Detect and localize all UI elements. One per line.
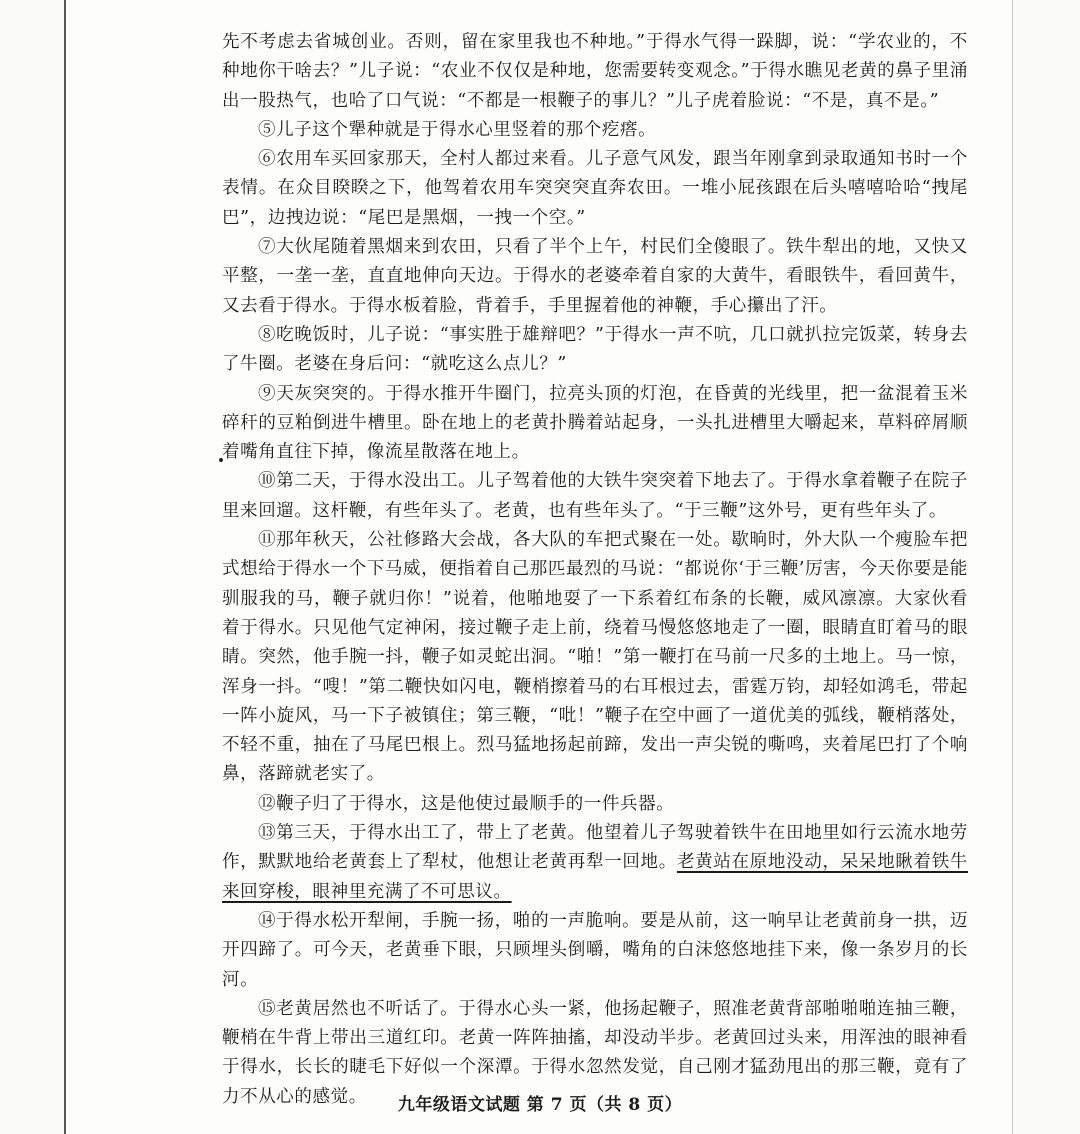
paragraph-8: ⑧吃晚饭时，儿子说：“事实胜于雄辩吧？”于得水一声不吭，几口就扒拉完饭菜，转身去了牛圈。老婆在身后问：“就吃这么点儿？” — [222, 324, 968, 375]
paragraph-10: ⑩第二天，于得水没出工。儿子驾着他的大铁牛突突着下地去了。于得水拿着鞭子在院子里来回遛。这杆鞭，有些年头了。老黄，也有些年头了。“于三鞭”这外号，更有些年头了。 — [222, 471, 968, 521]
paragraph-15: ⑮老黄居然也不听话了。于得水心头一紧，他扬起鞭子，照准老黄背部啪啪啪连抽三鞭，鞭梢在牛背上带出三道红印。老黄一阵阵抽搐，却没动半步。老黄回过头来，用浑浊的眼神看于得水，长长的睫毛下好似一个深潭。于得水忽然发觉，自己刚才猛劲甩出的那三鞭，竟有了力不从心的感觉。 — [222, 998, 968, 1107]
paragraph-13 — [222, 819, 968, 907]
paragraph-5: ⑤儿子这个犟种就是于得水心里竖着的那个疙瘩。 — [258, 119, 657, 140]
paragraph-6: ⑥农用车买回家那天，全村人都过来看。儿子意气风发，跟当年刚拿到录取通知书时一个表情。在众目睽睽之下，他驾着农用车突突突直奔农田。一堆小屁孩跟在后头嘻嘻哈哈“拽尾巴”，边拽边说：“尾巴是黑烟，一拽一个空。” — [222, 149, 968, 228]
paragraph-12: ⑫鞭子归了于得水，这是他使过最顺手的一件兵器。 — [258, 793, 675, 814]
paragraph-13-text: ⑬第三天，于得水出工了，带上了老黄。他望着儿子驾驶着铁牛在田地里如行云流水地劳作，默默地给老黄套上了犁杖，他想让老黄再犁一回地。 — [222, 823, 968, 873]
page-right-edge — [1012, 0, 1013, 1134]
underlined-sentence: 老黄站在原地没动，呆呆地瞅着铁牛来回穿梭，眼神里充满了不可思议。 — [222, 852, 968, 902]
paragraph-14: ⑭于得水松开犁闸，手腕一扬，啪的一声脆响。要是从前，这一响早让老黄前身一拱，迈开四蹄了。可今天，老黄垂下眼，只顾埋头倒嚼，嘴角的白沫悠悠地挂下来，像一条岁月的长河。 — [222, 910, 968, 990]
paragraph-9: ⑨天灰突突的。于得水推开牛圈门，拉亮头顶的灯泡，在昏黄的光线里，把一盆混着玉米碎秆的豆粕倒进牛槽里。卧在地上的老黄扑腾着站起身，一头扎进槽里大嚼起来，草料碎屑顺着嘴角直往下掉，像流星散落在地上。 — [222, 383, 968, 463]
passage-text — [222, 28, 968, 1112]
page-footer: 九年级语文试题 第 7 页（共 8 页） — [397, 1095, 683, 1115]
paragraph-7: ⑦大伙尾随着黑烟来到农田，只看了半个上午，村民们全傻眼了。铁牛犁出的地，又快又平整，一垄一垄，直直地伸向天边。于得水的老婆牵着自家的大黄牛，看眼铁牛，看回黄牛，又去看于得水。于得水板着脸，背着手，手里握着他的神鞭，手心攥出了汗。 — [222, 237, 968, 316]
paragraph-11: ⑪那年秋天，公社修路大会战，各大队的车把式聚在一处。歇晌时，外大队一个瘦脸车把式想给于得水一个下马威，便指着自己那匹最烈的马说：“都说你‘于三鞭’厉害，今天你要是能驯服我的马，鞭子就归你！”说着，他啪地耍了一下系着红布条的长鞭，威风凛凛。大家伙看着于得水。只见他气定神闲，接过鞭子走上前，绕着马慢悠悠地走了一圈，眼睛直盯着马的眼睛。突然，他手腕一抖，鞭子如灵蛇出洞。“啪！”第一鞭打在马前一尺多的土地上。马一惊，浑身一抖。“嗖！”第二鞭快如闪电，鞭梢擦着马的右耳根过去，雷霆万钧，却轻如鸿毛，带起一阵小旋风，马一下子被镇住；第三鞭，“吡！”鞭子在空中画了一道优美的弧线，鞭梢落处，不轻不重，抽在了马尾巴根上。烈马猛地扬起前蹄，发出一声尖锐的嘶鸣，夹着尾巴打了个响鼻，落蹄就老实了。 — [222, 530, 968, 785]
paragraph-continued: 先不考虑去省城创业。否则，留在家里我也不种地。”于得水气得一跺脚，说：“学农业的，不种地你干啥去？”儿子说：“农业不仅仅是种地，您需要转变观念。”于得水瞧见老黄的鼻子里涌出一股热气，也哈了口气说：“不都是一根鞭子的事儿？”儿子虎着脸说：“不是，真不是。” — [222, 32, 968, 111]
